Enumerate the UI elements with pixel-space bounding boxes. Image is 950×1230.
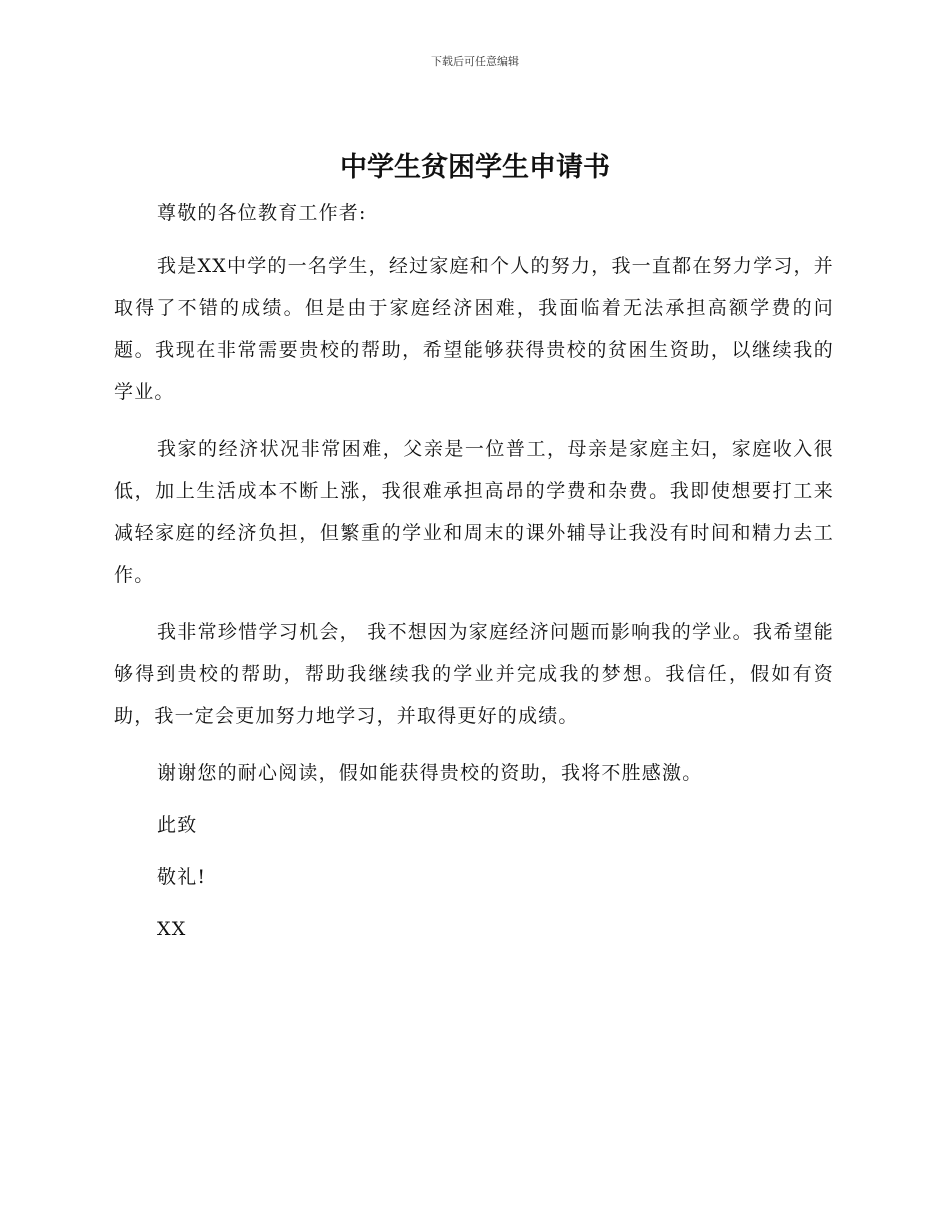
document-body	[114, 192, 834, 960]
document-title: 中学生贫困学生申请书	[340, 152, 610, 183]
salutation: 尊敬的各位教育工作者:	[157, 202, 367, 224]
paragraph-family-situation: 我家的经济状况非常困难，父亲是一位普工，母亲是家庭主妇，家庭收入很低，加上生活成本不断上涨，我很难承担高昂的学费和杂费。我即使想要打工来减轻家庭的经济负担，但繁重的学业和周末的课外辅导让我没有时间和精力去工作。	[114, 438, 834, 586]
signature: XX	[157, 918, 187, 940]
paragraph-intro: 我是XX中学的一名学生，经过家庭和个人的努力，我一直都在努力学习，并取得了不错的成绩。但是由于家庭经济困难，我面临着无法承担高额学费的问题。我现在非常需要贵校的帮助，希望能够获得贵校的贫困生资助，以继续我的学业。	[114, 255, 834, 403]
paragraph-request: 我非常珍惜学习机会， 我不想因为家庭经济问题而影响我的学业。我希望能够得到贵校的帮助，帮助我继续我的学业并完成我的梦想。我信任，假如有资助，我一定会更加努力地学习，并取得更好的成绩。	[114, 621, 834, 727]
paragraph-thanks: 谢谢您的耐心阅读，假如能获得贵校的资助，我将不胜感激。	[157, 762, 703, 784]
page-header-note: 下载后可任意编辑	[431, 55, 519, 68]
closing-line-2: 敬礼!	[157, 866, 207, 888]
closing-line-1: 此致	[157, 814, 198, 836]
